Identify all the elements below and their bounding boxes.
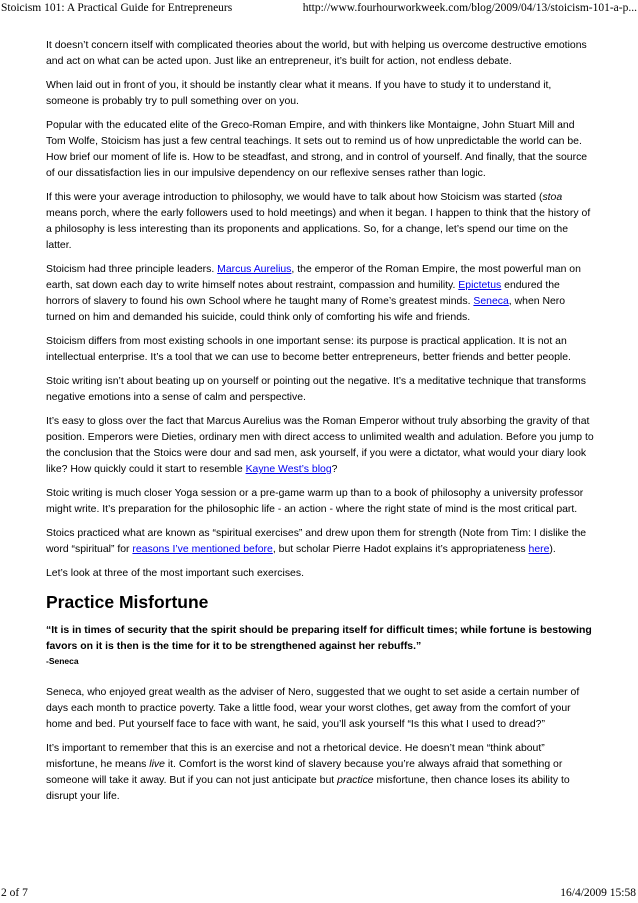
paragraph: Let’s look at three of the most important such exercises. — [46, 568, 304, 579]
page-footer — [0, 886, 638, 900]
article-body — [46, 38, 594, 813]
paragraph: Popular with the educated elite of the Greco-Roman Empire, and with thinkers like Montaigne, John Stuart Mill and Tom Wolfe, Stoicism has just a few central teachings. It sets out to remind us of how unpredictable the world can be. How brief our moment of life is. How to be steadfast, and strong, and in control of yourself. And finally, that the source of our dissatisfaction lies in our impulsive dependency on our reflexive senses rather than logic. — [46, 120, 588, 179]
link-seneca[interactable]: Seneca — [473, 296, 509, 307]
text-run: means porch, where the early followers used to hold meetings) and when it began. I happen to think that the history of a philosophy is less interesting than its proponents and applications. So, for a change, let’s spend our time on the latter. — [46, 208, 591, 251]
paragraph — [46, 262, 594, 326]
text-run: It’s easy to gloss over the fact that Marcus Aurelius was the Roman Emperor without truly absorbing the gravity of that position. Emperors were Dieties, ordinary men with direct access to unlimited wealth and adulation. Before you jump to the conclusion that the Stoics were dour and sad men, ask yourself, if you were a dictator, what would your diary look like? How quickly could it start to resemble — [46, 416, 594, 475]
paragraph — [46, 190, 594, 254]
page-number: 2 of 7 — [1, 887, 28, 899]
text-run: , but scholar Pierre Hadot explains it’s appropriateness — [272, 544, 529, 555]
blockquote — [46, 623, 594, 667]
emphasis: live — [149, 759, 165, 770]
document-url: http://www.fourhourworkweek.com/blog/2009/04/13/stoicism-101-a-p... — [302, 2, 637, 14]
text-run: ). — [549, 544, 556, 555]
paragraph: Seneca, who enjoyed great wealth as the adviser of Nero, suggested that we ought to set aside a certain number of days each month to practice poverty. Take a little food, wear your worst clothes, get away from the comfort of your home and bed. Put yourself face to face with want, he said, you’ll ask yourself “Is this what I used to dread?” — [46, 687, 580, 730]
paragraph: Stoic writing isn’t about beating up on yourself or pointing out the negative. It’s a meditative technique that transforms negative emotions into a sense of calm and perspective. — [46, 376, 586, 403]
paragraph: Stoic writing is much closer Yoga session or a pre-game warm up than to a book of philosophy a university professor might write. It’s preparation for the philosophic life - an action - where the right state of mind is the most critical part. — [46, 488, 584, 515]
paragraph — [46, 526, 594, 558]
quote-text: “It is in times of security that the spirit should be preparing itself for difficult times; while fortune is bestowing favors on it is then is the time for it to be strengthened against her rebuffs.” — [46, 625, 592, 652]
text-run: If this were your average introduction to philosophy, we would have to talk about how Stoicism was started ( — [46, 192, 543, 203]
paragraph — [46, 741, 594, 805]
paragraph: When laid out in front of you, it should be instantly clear what it means. If you have to study it to understand it, someone is probably try to pull something over on you. — [46, 80, 552, 107]
print-date: 16/4/2009 15:58 — [560, 887, 636, 899]
paragraph: It doesn’t concern itself with complicated theories about the world, but with helping us overcome destructive emotions and act on what can be acted upon. Just like an entrepreneur, it’s built for action, not endless debate. — [46, 40, 587, 67]
link-marcus-aurelius[interactable]: Marcus Aurelius — [217, 264, 292, 275]
emphasis: stoa — [542, 192, 563, 203]
page-header — [0, 1, 638, 15]
section-heading: Practice Misfortune — [46, 592, 209, 612]
text-run: endured the horrors of slavery to found his own School where he taught many of Rome’s greatest minds. — [46, 280, 560, 307]
quote-source: -Seneca — [46, 656, 79, 666]
link-here[interactable]: here — [528, 544, 550, 555]
text-run: ? — [331, 464, 338, 475]
link-epictetus[interactable]: Epictetus — [458, 280, 502, 291]
text-run: Stoics practiced what are known as “spiritual exercises” and drew upon them for strength (Note from Tim: I dislike the word “spiritual” for — [46, 528, 587, 555]
link-reasons-mentioned[interactable]: reasons I’ve mentioned before — [132, 544, 273, 555]
text-run: , the emperor of the Roman Empire, the most powerful man on earth, sat down each day to write himself notes about restraint, compassion and humility. — [46, 264, 581, 291]
text-run: misfortune, then chance loses its ability to disrupt your life. — [46, 775, 570, 802]
text-run: It’s important to remember that this is an exercise and not a rhetorical device. He doesn’t mean “think about” misfortune, he means — [46, 743, 545, 770]
paragraph: Stoicism differs from most existing schools in one important sense: its purpose is practical application. It is not an intellectual enterprise. It’s a tool that we can use to become better entrepreneurs, better friends and better people. — [46, 336, 571, 363]
text-run: Stoicism had three principle leaders. — [46, 264, 218, 275]
text-run: , when Nero turned on him and demanded his suicide, could think only of comforting his wife and friends. — [46, 296, 566, 323]
text-run: it. Comfort is the worst kind of slavery because you’re always afraid that something or someone will take it away. But if you can not just anticipate but — [46, 759, 563, 786]
document-title: Stoicism 101: A Practical Guide for Entrepreneurs — [1, 2, 233, 14]
paragraph — [46, 414, 594, 478]
emphasis: practice — [337, 775, 374, 786]
link-kayne-west-blog[interactable]: Kayne West’s blog — [245, 464, 332, 475]
